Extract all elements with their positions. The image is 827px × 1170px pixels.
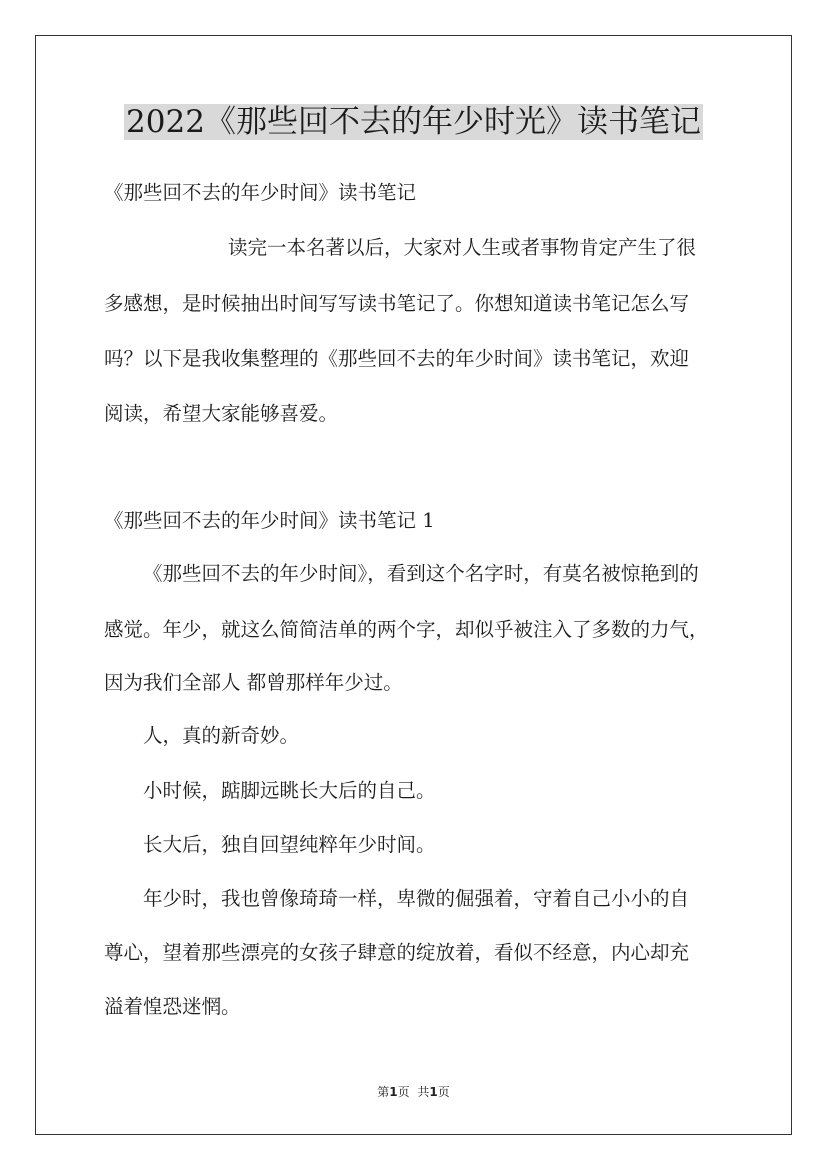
document-subtitle: 《那些回不去的年少时间》读书笔记	[104, 181, 417, 204]
intro-line-4: 阅读，希望大家能够喜爱。	[104, 402, 339, 425]
footer-page-number: 1	[389, 1085, 398, 1099]
paragraph-5-line-1: 年少时，我也曾像琦琦一样，卑微的倔强着，守着自己小小的自	[143, 887, 690, 910]
footer-page-suffix: 页	[397, 1085, 410, 1099]
paragraph-4: 长大后，独自回望纯粹年少时间。	[143, 833, 436, 856]
intro-line-2: 多感想，是时候抽出时间写写读书笔记了。你想知道读书笔记怎么写	[104, 292, 690, 315]
paragraph-3: 小时候，踮脚远眺长大后的自己。	[143, 779, 436, 802]
footer-total-suffix: 页	[437, 1085, 450, 1099]
paragraph-2: 人，真的新奇妙。	[143, 724, 300, 747]
document-title-text: 2022《那些回不去的年少时光》读书笔记	[126, 104, 701, 140]
footer-total-prefix: 共	[417, 1085, 430, 1099]
document-title	[0, 100, 827, 144]
paragraph-1-line-2: 感觉。年少，就这么简简洁单的两个字，却似乎被注入了多数的力气，	[104, 618, 709, 641]
paragraph-5-line-3: 溢着惶恐迷惘。	[104, 995, 241, 1018]
page-footer	[0, 1084, 827, 1100]
section-heading: 《那些回不去的年少时间》读书笔记 1	[104, 509, 435, 532]
paragraph-1-line-1: 《那些回不去的年少时间》，看到这个名字时，有莫名被惊艳到的	[143, 562, 699, 585]
paragraph-5-line-2: 尊心，望着那些漂亮的女孩子肆意的绽放着，看似不经意，内心却充	[104, 941, 690, 964]
intro-line-3: 吗？以下是我收集整理的《那些回不去的年少时间》读书笔记，欢迎	[104, 347, 690, 370]
paragraph-1-line-3: 因为我们全部人 都曾那样年少过。	[104, 671, 403, 694]
footer-total-number: 1	[429, 1085, 438, 1099]
intro-line-1: 读完一本名著以后，大家对人生或者事物肯定产生了很	[228, 236, 697, 259]
footer-page-prefix: 第	[377, 1085, 390, 1099]
